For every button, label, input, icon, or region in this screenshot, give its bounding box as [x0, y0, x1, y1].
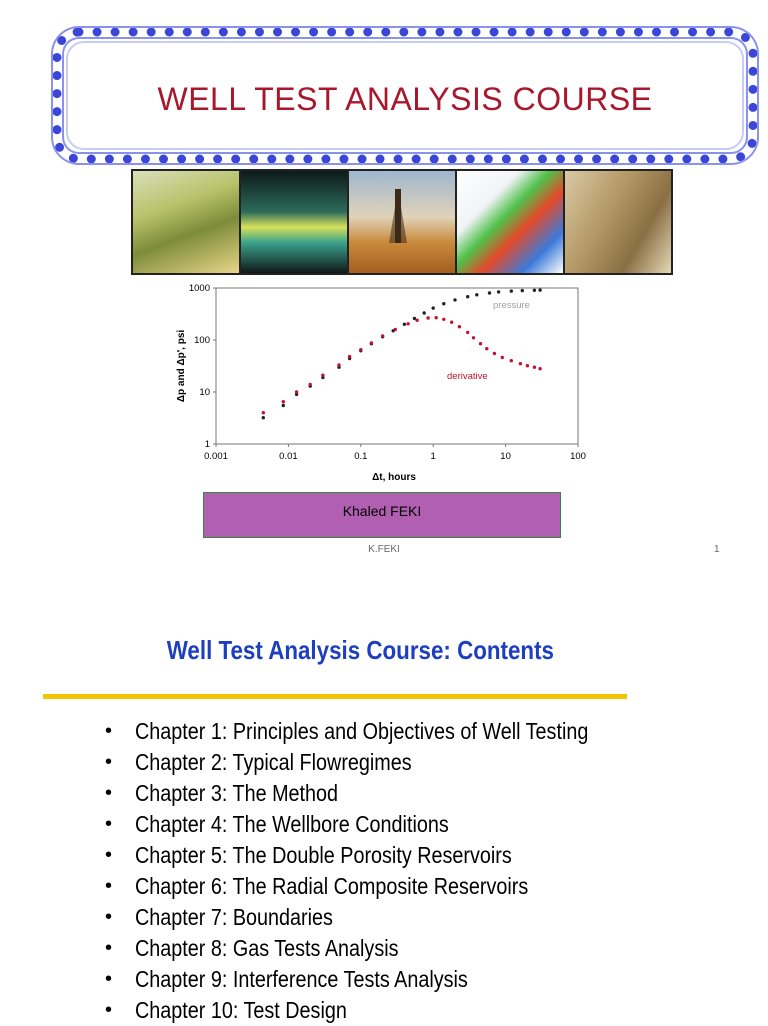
page-number: 1 [714, 544, 720, 555]
derivative-series-label: derivative [447, 371, 488, 382]
chapter-title: Chapter 7: Boundaries [135, 904, 333, 930]
derivative-point [538, 367, 541, 370]
derivative-point [526, 364, 529, 367]
derivative-point [337, 363, 340, 366]
chapter-title: Chapter 2: Typical Flowregimes [135, 749, 412, 775]
pressure-point [497, 290, 500, 293]
chapter-title: Chapter 1: Principles and Objectives of Well Testing [135, 718, 589, 744]
bullet: • [105, 875, 113, 897]
pressure-point [453, 298, 456, 301]
rock-outcrop-image [565, 171, 671, 273]
list-item [105, 964, 662, 995]
bullet: • [105, 720, 113, 742]
derivative-point [348, 355, 351, 358]
x-axis-title: Δt, hours [372, 472, 416, 483]
pressure-point [510, 289, 513, 292]
chapter-title: Chapter 8: Gas Tests Analysis [135, 935, 399, 961]
pressure-point [403, 323, 406, 326]
derivative-point [321, 374, 324, 377]
plot-area [216, 288, 578, 444]
chapter-title: Chapter 6: The Radial Composite Reservoirs [135, 873, 529, 899]
y-tick-label: 1 [204, 439, 210, 450]
derivative-point [501, 356, 504, 359]
list-item [105, 840, 662, 871]
x-tick-label: 1 [430, 451, 436, 462]
bullet: • [105, 844, 113, 866]
pressure-point [488, 291, 491, 294]
derivative-point [485, 347, 488, 350]
list-item [105, 809, 662, 840]
reservoir-model-image [457, 171, 563, 273]
y-axis-ticks [189, 283, 216, 450]
title-underline [43, 694, 627, 699]
seismic-horizons-image [241, 171, 347, 273]
pressure-series-label: pressure [493, 300, 530, 311]
author-name: Khaled FEKI [342, 503, 422, 519]
geological-cross-section-image [133, 171, 239, 273]
chapter-title: Chapter 5: The Double Porosity Reservoirs [135, 842, 512, 868]
x-axis-ticks [204, 444, 586, 462]
chapter-title: Chapter 9: Interference Tests Analysis [135, 966, 468, 992]
derivative-point [466, 331, 469, 334]
y-axis-title: Δp and Δp', psi [176, 329, 187, 403]
chapter-title: Chapter 4: The Wellbore Conditions [135, 811, 449, 837]
list-item [105, 778, 662, 809]
derivative-point [450, 321, 453, 324]
derivative-point [442, 318, 445, 321]
derivative-point [406, 322, 409, 325]
list-item [105, 933, 662, 964]
list-item [105, 747, 662, 778]
derivative-point [295, 390, 298, 393]
x-tick-label: 0.1 [354, 451, 368, 462]
drilling-rig-icon [395, 189, 401, 243]
derivative-point [533, 366, 536, 369]
bullet: • [105, 999, 113, 1021]
slide-footer: K.FEKI [368, 544, 400, 555]
bullet: • [105, 782, 113, 804]
pressure-point [466, 295, 469, 298]
pressure-point [475, 293, 478, 296]
list-item [105, 716, 662, 747]
author-box [203, 492, 561, 538]
pressure-point [533, 289, 536, 292]
derivative-point [472, 336, 475, 339]
derivative-point [415, 319, 418, 322]
pressure-point [538, 288, 541, 291]
y-tick-label: 10 [199, 387, 210, 398]
pressure-point [262, 416, 265, 419]
contents-title: Well Test Analysis Course: Contents [166, 635, 554, 665]
x-tick-label: 10 [500, 451, 511, 462]
derivative-point [479, 342, 482, 345]
pressure-point [432, 306, 435, 309]
chapter-list [105, 716, 662, 1026]
derivative-point [426, 316, 429, 319]
log-log-chart [170, 280, 590, 485]
bullet: • [105, 751, 113, 773]
x-tick-label: 0.001 [204, 451, 228, 462]
pressure-point [521, 289, 524, 292]
derivative-point [394, 328, 397, 331]
chapter-title: Chapter 10: Test Design [135, 997, 347, 1023]
contents-slide [0, 580, 768, 1024]
derivative-point [519, 362, 522, 365]
list-item [105, 995, 662, 1026]
photo-strip [131, 169, 673, 275]
title-banner [53, 28, 757, 163]
derivative-point [359, 348, 362, 351]
derivative-point [309, 383, 312, 386]
desert-drilling-rig-image [349, 171, 455, 273]
list-item [105, 871, 662, 902]
bullet: • [105, 968, 113, 990]
derivative-point [262, 411, 265, 414]
pressure-point [423, 311, 426, 314]
pressure-point [282, 404, 285, 407]
derivative-point [370, 341, 373, 344]
x-tick-label: 100 [570, 451, 586, 462]
chapter-title: Chapter 3: The Method [135, 780, 339, 806]
x-tick-label: 0.01 [279, 451, 298, 462]
bullet: • [105, 906, 113, 928]
derivative-point [458, 325, 461, 328]
y-tick-label: 100 [194, 335, 210, 346]
y-tick-label: 1000 [188, 283, 210, 294]
slide-title: WELL TEST ANALYSIS COURSE [157, 81, 653, 117]
bullet: • [105, 813, 113, 835]
bullet: • [105, 937, 113, 959]
derivative-point [282, 400, 285, 403]
derivative-point [381, 334, 384, 337]
derivative-point [435, 316, 438, 319]
list-item [105, 902, 662, 933]
derivative-point [510, 359, 513, 362]
derivative-point [493, 352, 496, 355]
pressure-point [442, 302, 445, 305]
